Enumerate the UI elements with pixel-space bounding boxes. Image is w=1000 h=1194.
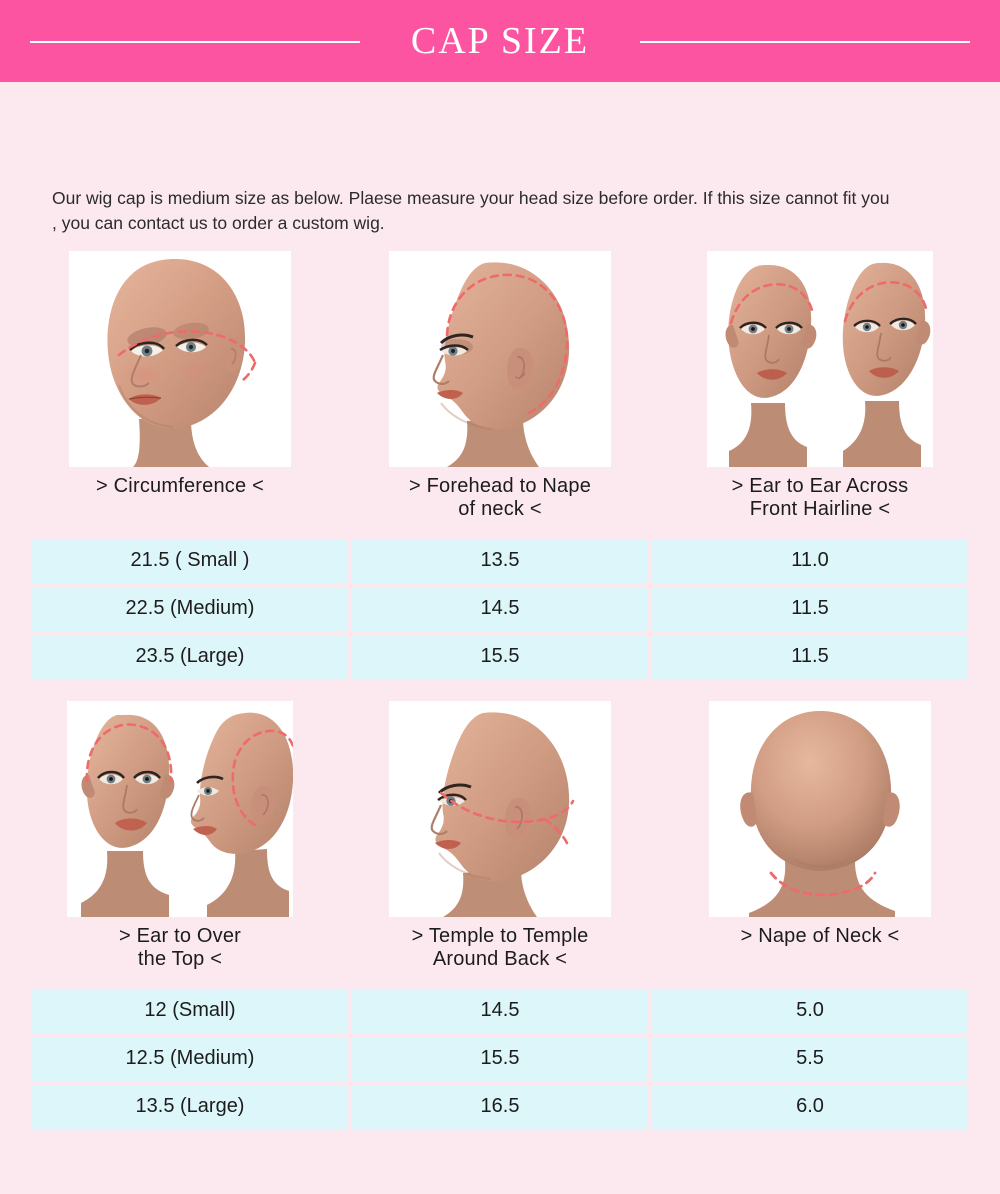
cell-forehead-to-nape: 13.5 bbox=[352, 539, 648, 583]
figure-caption-line2: Front Hairline < bbox=[749, 497, 891, 520]
figure-ear-to-ear bbox=[660, 251, 980, 521]
table-row bbox=[32, 539, 968, 583]
header-rule-left bbox=[30, 41, 360, 43]
figure-circumference bbox=[20, 251, 340, 521]
intro-text: Our wig cap is medium size as below. Plaese measure your head size before order. If this size cannot fit you , you can contact us to order a custom wig. bbox=[52, 188, 890, 234]
cell-temple-to-temple: 16.5 bbox=[352, 1085, 648, 1129]
cell-nape-of-neck: 5.0 bbox=[652, 989, 968, 1033]
cell-ear-to-ear: 11.5 bbox=[652, 635, 968, 679]
cell-temple-to-temple: 15.5 bbox=[352, 1037, 648, 1081]
figure-ear-over-top bbox=[20, 701, 340, 971]
cell-ear-over-top: 12 (Small) bbox=[32, 989, 348, 1033]
table-row bbox=[32, 1037, 968, 1081]
figure-caption-line2: the Top < bbox=[137, 947, 223, 970]
cell-ear-to-ear: 11.0 bbox=[652, 539, 968, 583]
table-row bbox=[32, 635, 968, 679]
table-row bbox=[32, 1085, 968, 1129]
size-table-2 bbox=[28, 985, 972, 1133]
figure-forehead-to-nape bbox=[340, 251, 660, 521]
figure-caption bbox=[412, 925, 589, 971]
table-row bbox=[32, 587, 968, 631]
cell-temple-to-temple: 14.5 bbox=[352, 989, 648, 1033]
figure-row-2 bbox=[0, 701, 1000, 971]
cell-circumference: 22.5 (Medium) bbox=[32, 587, 348, 631]
cell-circumference: 23.5 (Large) bbox=[32, 635, 348, 679]
cell-ear-over-top: 13.5 (Large) bbox=[32, 1085, 348, 1129]
cell-circumference: 21.5 ( Small ) bbox=[32, 539, 348, 583]
figure-caption-line2: of neck < bbox=[458, 497, 542, 520]
head-back-nape-of-neck-diagram bbox=[709, 701, 931, 917]
size-table-1 bbox=[28, 535, 972, 683]
head-side-temple-to-temple-diagram bbox=[389, 701, 611, 917]
figure-caption: > Circumference < bbox=[96, 474, 264, 497]
head-two-views-ear-to-ear-diagram bbox=[707, 251, 933, 467]
header-rule-right bbox=[640, 41, 970, 43]
figure-caption-line2: Around Back < bbox=[432, 947, 568, 970]
measurement-section-2 bbox=[0, 701, 1000, 1133]
figure-temple-to-temple bbox=[340, 701, 660, 971]
page-title: CAP SIZE bbox=[385, 19, 615, 63]
figure-caption-line1: > Ear to Over bbox=[118, 924, 242, 947]
figure-caption-line1: > Nape of Neck < bbox=[740, 924, 900, 947]
head-two-views-ear-over-top-diagram bbox=[67, 701, 293, 917]
cell-ear-to-ear: 11.5 bbox=[652, 587, 968, 631]
figure-caption-line1: > Temple to Temple bbox=[411, 924, 589, 947]
page-header bbox=[0, 0, 1000, 82]
cell-forehead-to-nape: 15.5 bbox=[352, 635, 648, 679]
figure-nape-of-neck bbox=[660, 701, 980, 971]
figure-row-1 bbox=[0, 251, 1000, 521]
cell-ear-over-top: 12.5 (Medium) bbox=[32, 1037, 348, 1081]
cell-nape-of-neck: 6.0 bbox=[652, 1085, 968, 1129]
cell-forehead-to-nape: 14.5 bbox=[352, 587, 648, 631]
figure-caption bbox=[732, 475, 909, 521]
measurement-section-1 bbox=[0, 251, 1000, 683]
head-front-circumference-diagram bbox=[69, 251, 291, 467]
figure-caption bbox=[409, 475, 591, 521]
figure-caption bbox=[119, 925, 241, 971]
table-row bbox=[32, 989, 968, 1033]
figure-caption-line1: > Forehead to Nape bbox=[408, 474, 592, 497]
head-side-forehead-to-nape-diagram bbox=[389, 251, 611, 467]
cell-nape-of-neck: 5.5 bbox=[652, 1037, 968, 1081]
figure-caption bbox=[741, 925, 900, 948]
figure-caption-line1: > Ear to Ear Across bbox=[731, 474, 909, 497]
